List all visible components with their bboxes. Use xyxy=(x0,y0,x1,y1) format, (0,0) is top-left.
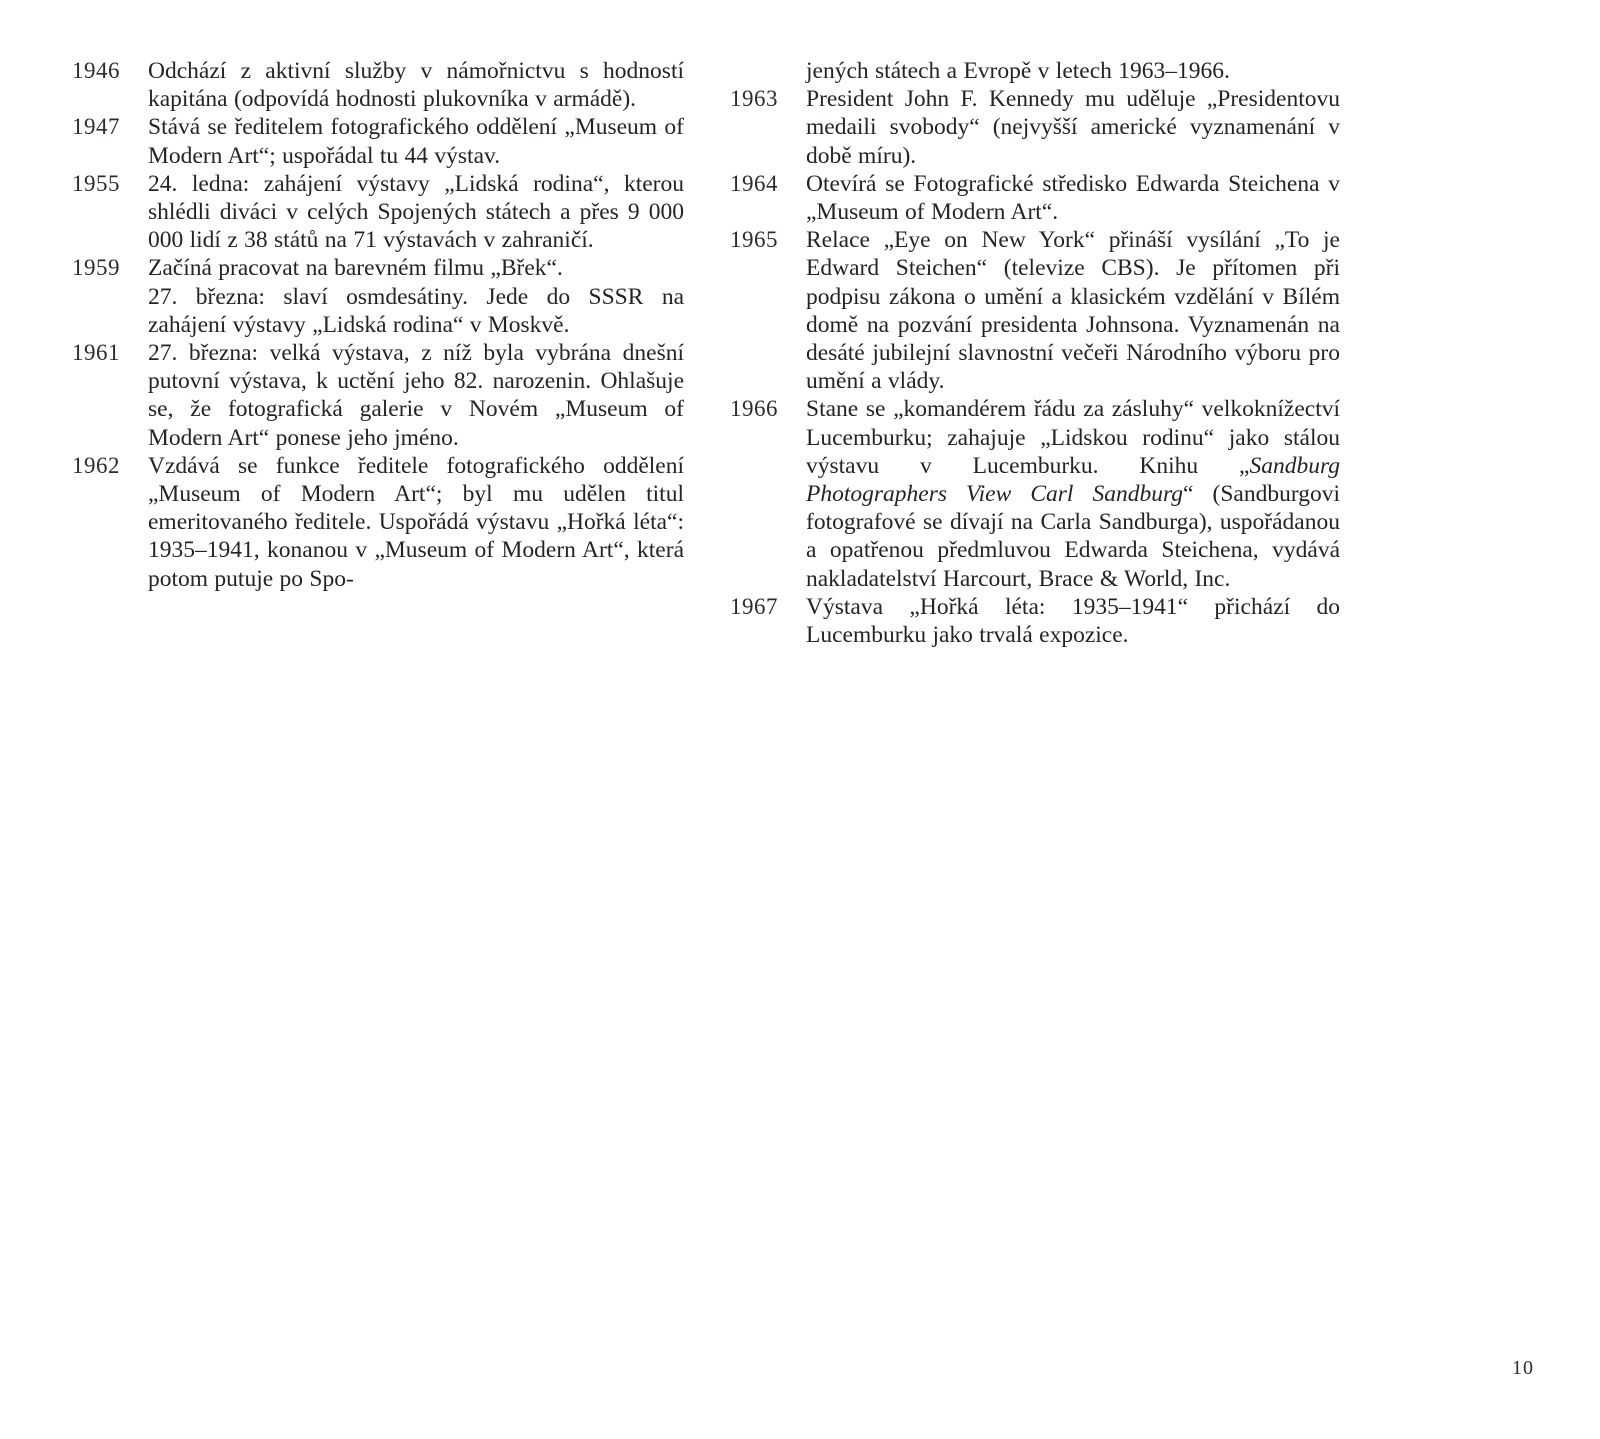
timeline-entry-1961 xyxy=(72,339,684,452)
entry-year: 1955 xyxy=(72,170,120,196)
timeline-entry-1962 xyxy=(72,452,684,593)
entry-year: 1966 xyxy=(730,396,778,422)
entry-year: 1959 xyxy=(72,255,120,281)
timeline-entry-1962-continued xyxy=(730,57,1340,85)
timeline-entry-1959 xyxy=(72,254,684,282)
entry-year: 1946 xyxy=(72,58,120,83)
entry-year: 1962 xyxy=(72,452,120,478)
timeline-entry-1965 xyxy=(730,226,1340,395)
entry-text: Výstava „Hořká léta: 1935–1941“ přichází do Lucemburku jako trvalá expozice. xyxy=(806,593,1340,649)
entry-text: Otevírá se Fotografické středisko Edwarda Steichena v „Museum of Modern Art“. xyxy=(806,170,1340,226)
entry-text-before: Stane se „komandérem řádu za zásluhy“ velkoknížectví Lucemburku; zahajuje „Lidskou rodinu“ jako stálou výstavu v Lucemburku. Knihu „ xyxy=(806,396,1340,479)
entry-text: 27. března: velká výstava, z níž byla vybrána dnešní putovní výstava, k uctění jeho 82. narozenin. Ohlašuje se, že fotografická galerie v Novém „Museum of Modern Art“ ponese jeho jméno. xyxy=(148,340,684,451)
timeline-column-left xyxy=(72,57,684,593)
entry-year: 1963 xyxy=(730,86,778,112)
entry-text xyxy=(806,395,1340,592)
entry-text: 24. ledna: zahájení výstavy „Lidská rodina“, kterou shlédli diváci v celých Spojených státech a přes 9 000 000 lidí z 38 států na 71 výstavách v zahraničí. xyxy=(148,170,684,254)
timeline-entry-1963 xyxy=(730,85,1340,170)
entry-text: Začíná pracovat na barevném filmu „Břek“. xyxy=(148,255,563,282)
book-title: Sandburg Photographers View Carl Sandburg xyxy=(806,452,1340,508)
timeline-entry-1967 xyxy=(730,593,1340,649)
entry-text: Vzdává se funkce ředitele fotografického oddělení „Museum of Modern Art“; byl mu udělen titul emeritovaného ředitele. Uspořádá výstavu „Hořká léta“: 1935–1941, konanou v „Museum of Modern Art“, která potom putuje po Spo- xyxy=(148,452,684,592)
timeline-entry-1946 xyxy=(72,57,684,113)
entry-text: Odchází z aktivní služby v námořnictvu s hodností kapitána (odpovídá hodnosti plukovníka v armádě). xyxy=(148,58,684,113)
entry-year: 1967 xyxy=(730,593,778,619)
timeline-entry-1959-continued xyxy=(72,283,684,339)
entry-text-after: “ (Sandburgovi fotografové se dívají na Carla Sandburga), uspořádanou a opatřenou předmluvou Edwarda Steichena, vydává nakladatelství Harcourt, Brace & World, Inc. xyxy=(806,481,1340,592)
timeline-entry-1964 xyxy=(730,170,1340,226)
timeline-column-right xyxy=(730,57,1340,649)
entry-text: Relace „Eye on New York“ přináší vysílání „To je Edward Steichen“ (televize CBS). Je přítomen při podpisu zákona o umění a klasickém vzdělání v Bílém domě na pozvání presidenta Johnsona. Vyznamenán na desáté jubilejní slavnostní večeři Národního výboru pro umění a vlády. xyxy=(806,227,1340,395)
entry-text-continuation: jených státech a Evropě v letech 1963–1966. xyxy=(806,58,1230,84)
timeline-entry-1955 xyxy=(72,170,684,255)
timeline-entry-1966 xyxy=(730,395,1340,592)
entry-text: Stává se ředitelem fotografického oddělení „Museum of Modern Art“; uspořádal tu 44 výstav. xyxy=(148,114,684,169)
entry-year: 1965 xyxy=(730,227,778,253)
timeline-entry-1947 xyxy=(72,113,684,169)
entry-year: 1947 xyxy=(72,114,120,140)
entry-year: 1964 xyxy=(730,170,778,196)
entry-year: 1961 xyxy=(72,340,120,366)
page-number: 10 xyxy=(1512,1357,1534,1379)
entry-text: 27. března: slaví osmdesátiny. Jede do SSSR na zahájení výstavy „Lidská rodina“ v Moskvě. xyxy=(148,283,684,338)
entry-text: President John F. Kennedy mu uděluje „Presidentovu medaili svobody“ (nejvyšší americké vyznamenání v době míru). xyxy=(806,86,1340,169)
